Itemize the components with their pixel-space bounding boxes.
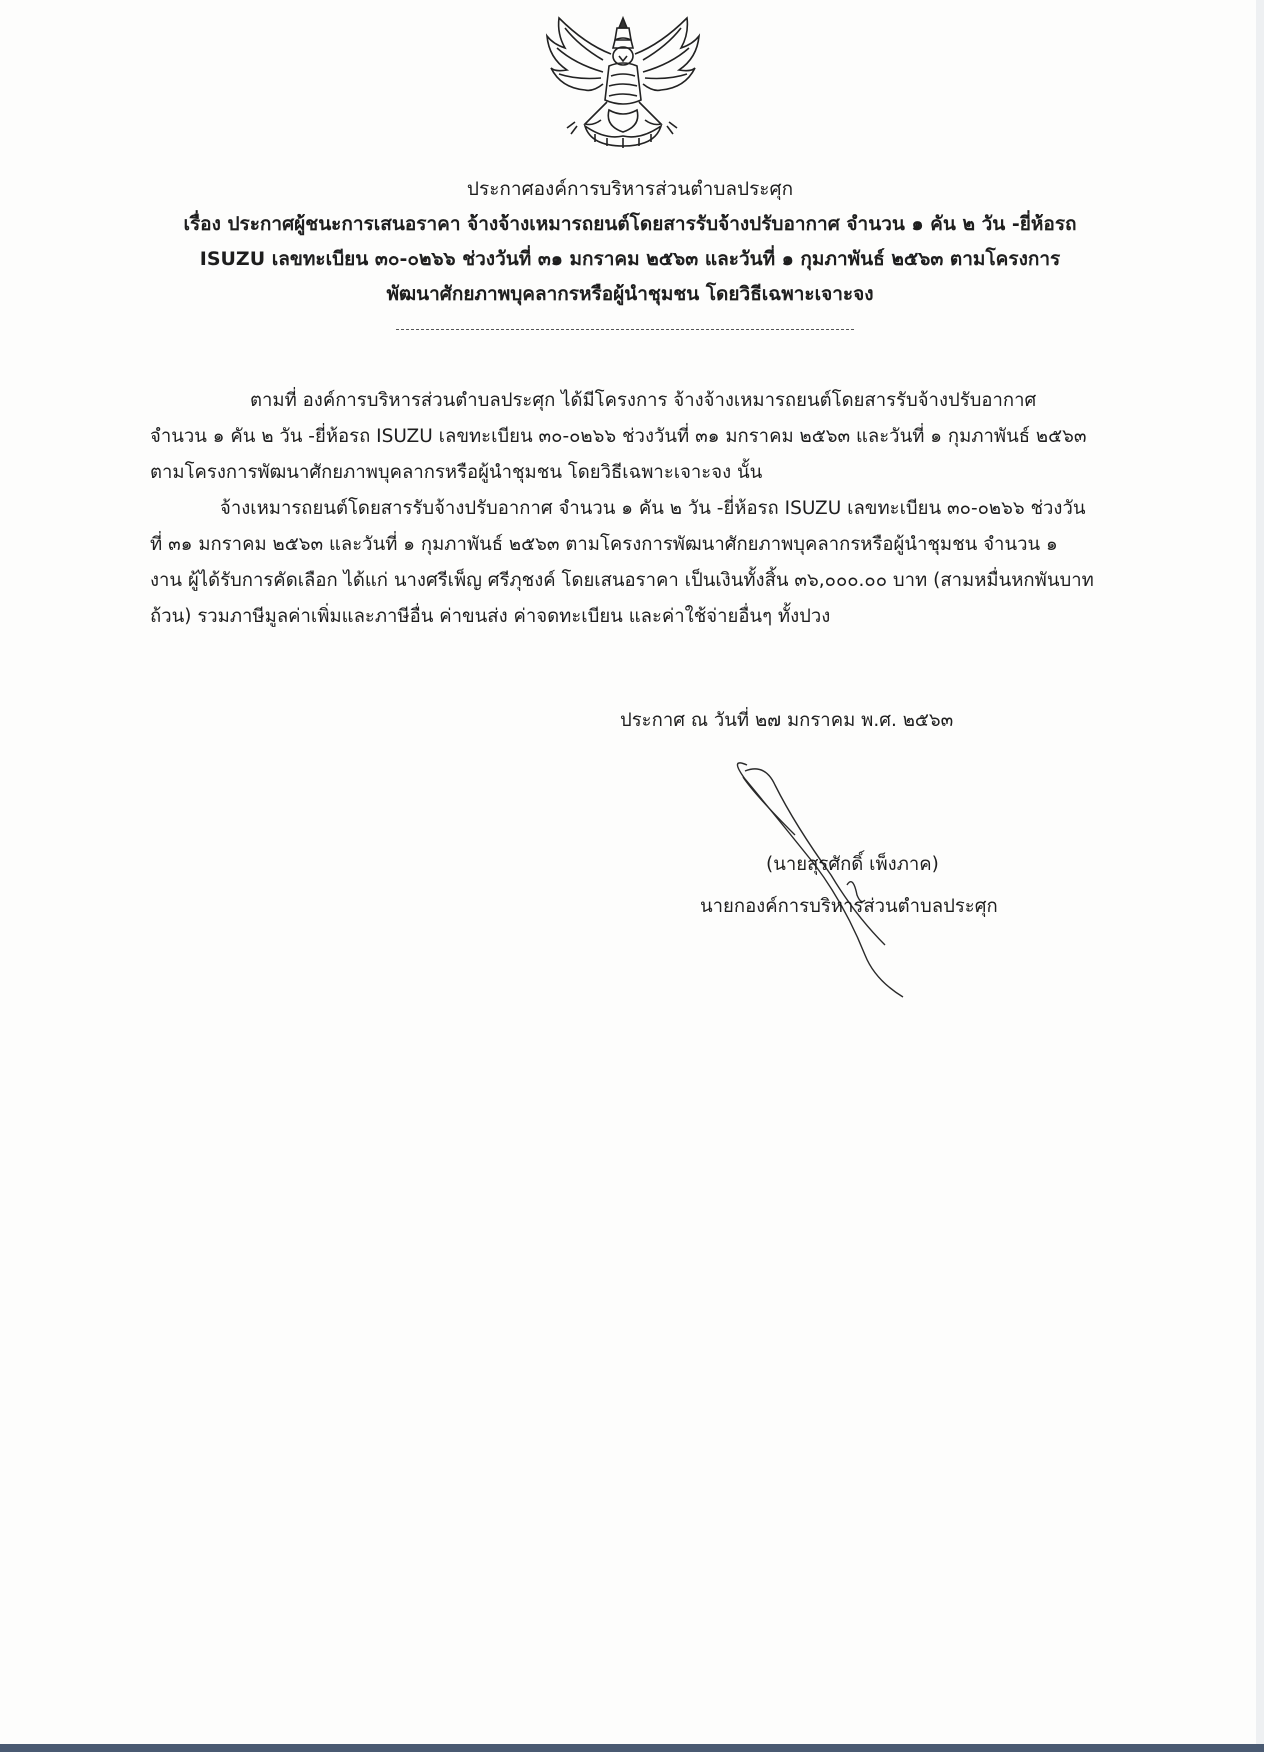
announcement-date: ประกาศ ณ วันที่ ๒๗ มกราคม พ.ศ. ๒๕๖๓ [620,710,954,731]
garuda-emblem-icon [545,14,701,154]
subject-line-3: พัฒนาศักยภาพบุคลากรหรือผู้นำชุมชน โดยวิธีเฉพาะเจาะจง [386,283,874,305]
document-body [150,383,1095,635]
scan-edge-bottom [0,1744,1264,1752]
body-paragraph-1: ตามที่ องค์การบริหารส่วนตำบลประศุก ได้มีโครงการ จ้างจ้างเหมารถยนต์โดยสารรับจ้างปรับอากาศ จำนวน ๑ คัน ๒ วัน -ยี่ห้อรถ ISUZU เลขทะเบียน ๓๐-๐๒๖๖ ช่วงวันที่ ๓๑ มกราคม ๒๕๖๓ และวันที่ ๑ กุมภาพันธ์ ๒๕๖๓ ตามโครงการพัฒนาศักยภาพบุคลากรหรือผู้นำชุมชน โดยวิธีเฉพาะเจาะจง นั้น [150,390,1087,483]
signatory-name: (นายสุรศักดิ์ เพ็งภาค) [766,854,939,875]
body-paragraph-2: จ้างเหมารถยนต์โดยสารรับจ้างปรับอากาศ จำนวน ๑ คัน ๒ วัน -ยี่ห้อรถ ISUZU เลขทะเบียน ๓๐-๐๒๖๖ ช่วงวันที่ ๓๑ มกราคม ๒๕๖๓ และวันที่ ๑ กุมภาพันธ์ ๒๕๖๓ ตามโครงการพัฒนาศักยภาพบุคลากรหรือผู้นำชุมชน จำนวน ๑ งาน ผู้ได้รับการคัดเลือก ได้แก่ นางศรีเพ็ญ ศรีภุชงค์ โดยเสนอราคา เป็นเงินทั้งสิ้น ๓๖,๐๐๐.๐๐ บาท (สามหมื่นหกพันบาทถ้วน) รวมภาษีมูลค่าเพิ่มและภาษีอื่น ค่าขนส่ง ค่าจดทะเบียน และค่าใช้จ่ายอื่นๆ ทั้งปวง [150,498,1094,627]
subject-line-2: ISUZU เลขทะเบียน ๓๐-๐๒๖๖ ช่วงวันที่ ๓๑ มกราคม ๒๕๖๓ และวันที่ ๑ กุมภาพันธ์ ๒๕๖๓ ตามโครงการ [199,248,1061,270]
document-header [130,172,1130,312]
scan-edge-right [1256,0,1264,1752]
header-divider [396,329,854,330]
handwritten-signature [735,755,915,1005]
subject-line-1: เรื่อง ประกาศผู้ชนะการเสนอราคา จ้างจ้างเหมารถยนต์โดยสารรับจ้างปรับอากาศ จำนวน ๑ คัน ๒ วัน -ยี่ห้อรถ [183,213,1077,235]
signatory-title: นายกองค์การบริหารส่วนตำบลประศุก [700,896,998,917]
organization-heading: ประกาศองค์การบริหารส่วนตำบลประศุก [466,178,794,200]
